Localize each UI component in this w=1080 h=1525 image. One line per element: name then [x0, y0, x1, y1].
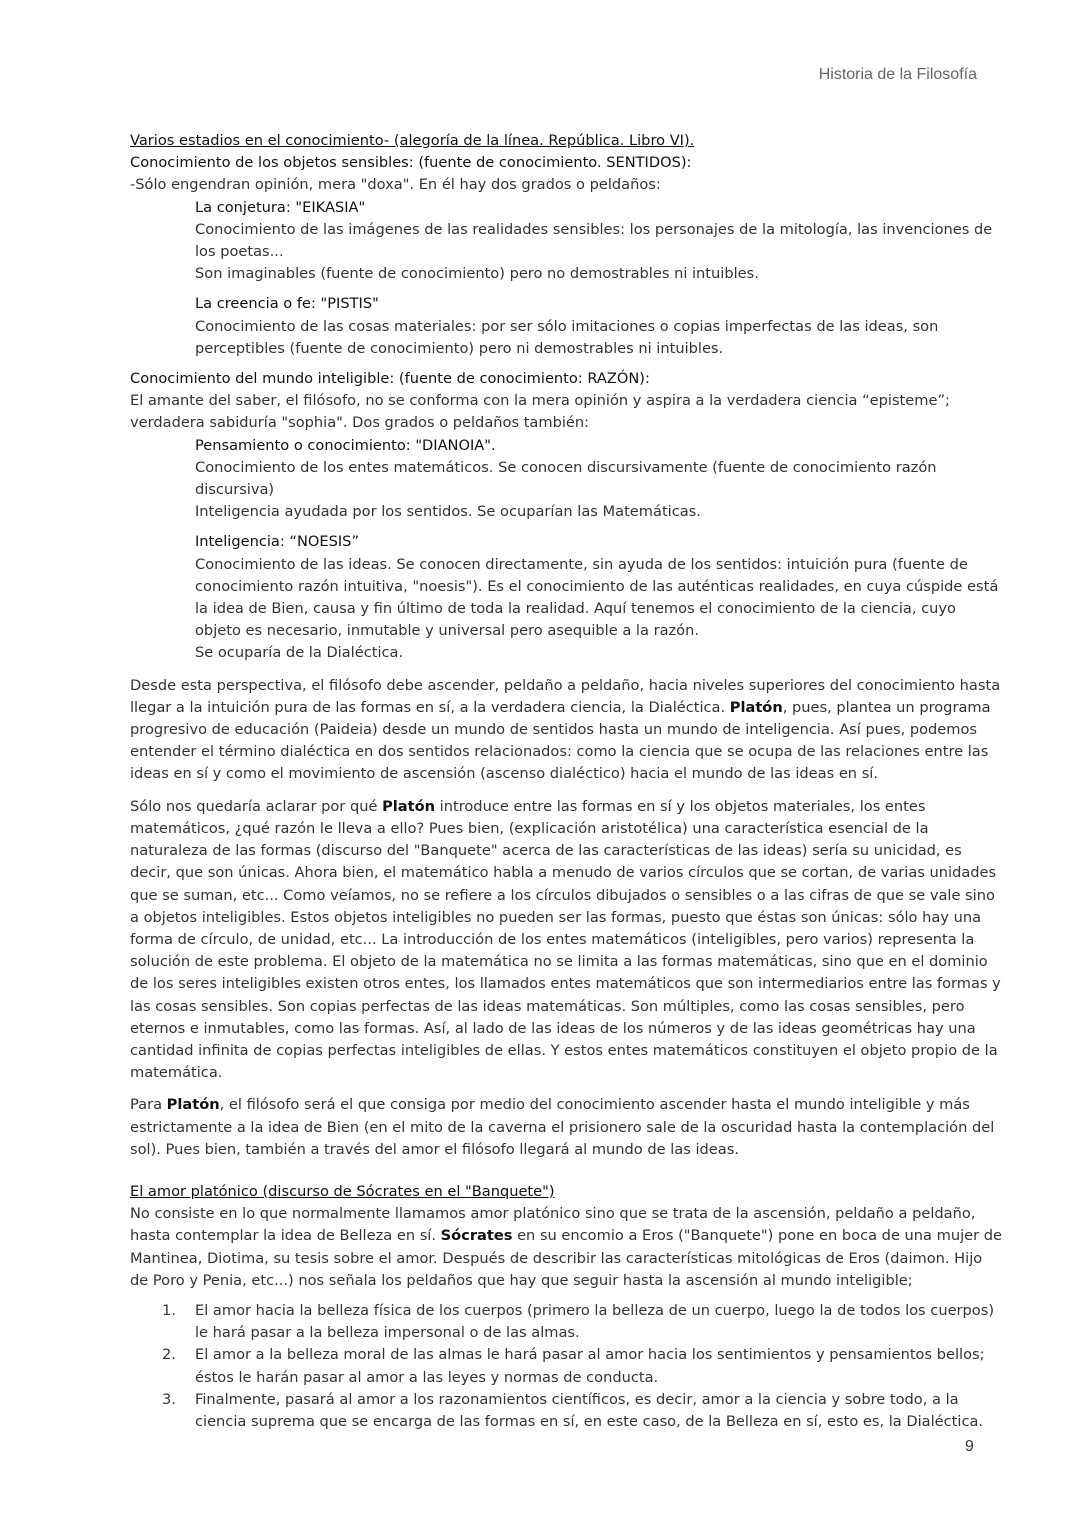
eikasia-text-2: Son imaginables (fuente de conocimiento) pero no demostrables ni intuibles.	[195, 265, 759, 283]
sensible-knowledge-heading: Conocimiento de los objetos sensibles: (fuente de conocimiento. SENTIDOS):	[130, 154, 692, 172]
paragraph-dialectic-ascent: Desde esta perspectiva, el filósofo debe ascender, peldaño a peldaño, hacia niveles superiores del conocimiento hasta llegar a la intuición pura de las formas en sí, a la verdadera ciencia, la Dialéctica. Platón, pues, plantea un programa progresivo de educación (Paideia) desde un mundo de sentidos hasta un mundo de inteligencia. Así pues, podemos entender el término dialéctica en dos sentidos relacionados: como la ciencia que se ocupa de las relaciones entre las ideas en sí y como el movimiento de ascensión (ascenso dialéctico) hacia el mundo de las ideas en sí.	[130, 676, 1001, 783]
love-steps-list	[130, 1300, 1005, 1433]
platonic-love-intro: No consiste en lo que normalmente llamamos amor platónico sino que se trata de la ascensión, peldaño a peldaño, hasta contemplar la idea de Belleza en sí. Sócrates en su encomio a Eros ("Banquete") pone en boca de una mujer de Mantinea, Diotima, su tesis sobre el amor. Después de describir las características mitológicas de Eros (daimon. Hijo de Poro y Penia, etc...) nos señala los peldaños que hay que seguir hasta la ascensión al mundo inteligible;	[130, 1205, 1003, 1289]
list-item: 2. El amor a la belleza moral de las almas le hará pasar al amor hacia los sentimientos y pensamientos bellos; éstos le harán pasar al amor a las leyes y normas de conducta.	[162, 1346, 985, 1386]
pistis-title: La creencia o fe: "PISTIS"	[195, 295, 379, 313]
dianoia-text-2: Inteligencia ayudada por los sentidos. Se ocuparían las Matemáticas.	[195, 503, 701, 521]
sensible-intro: -Sólo engendran opinión, mera "doxa". En él hay dos grados o peldaños:	[130, 176, 661, 194]
list-item: 1. El amor hacia la belleza física de los cuerpos (primero la belleza de un cuerpo, luego la de todos los cuerpos) le hará pasar a la belleza impersonal o de las almas.	[162, 1301, 995, 1342]
intelligible-knowledge-heading: Conocimiento del mundo inteligible: (fuente de conocimiento: RAZÓN):	[130, 370, 650, 388]
dianoia-text: Conocimiento de los entes matemáticos. Se conocen discursivamente (fuente de conocimiento razón discursiva)	[195, 458, 937, 499]
dianoia-title: Pensamiento o conocimiento: "DIANOIA".	[195, 436, 496, 454]
noesis-title: Inteligencia: “NOESIS”	[195, 533, 360, 551]
paragraph-mathematical-entities: Sólo nos quedaría aclarar por qué Platón introduce entre las formas en sí y los objetos materiales, los entes matemáticos, ¿qué razón le lleva a ello? Pues bien, (explicación aristotélica) una característica esencial de la naturaleza de las formas (discurso del "Banquete" acerca de las características de las ideas) sería su unicidad, es decir, que son únicas. Ahora bien, el matemático habla a menudo de varios círculos que se cortan, de varias unidades que se suman, etc... Como veíamos, no se refiere a los círculos dibujados o sensibles o a las cifras de que se vale sino a objetos inteligibles. Estos objetos inteligibles no pueden ser las formas, puesto que éstas son únicas: sólo hay una forma de círculo, de unidad, etc... La introducción de los entes matemáticos (inteligibles, pero varios) representa la solución de este problema. El objeto de la matemática no se limita a las formas matemáticas, sino que en el dominio de los seres inteligibles existen otros entes, los llamados entes matemáticos que son intermediarios entre las formas y las cosas sensibles. Son copias perfectas de las ideas matemáticas. Son múltiples, como las cosas sensibles, pero eternos e inmutables, como las formas. Así, al lado de las ideas de los números y de las ideas geométricas hay una cantidad infinita de copias perfectas inteligibles de ellas. Y estos entes matemáticos constituyen el objeto propio de la matemática.	[130, 797, 1001, 1082]
paragraph-philosopher-good: Para Platón, el filósofo será el que consiga por medio del conocimiento ascender hasta el mundo inteligible y más estrictamente a la idea de Bien (en el mito de la caverna el prisionero sale de la oscuridad hasta la contemplación del sol). Pues bien, también a través del amor el filósofo llegará al mundo de las ideas.	[130, 1096, 995, 1158]
intelligible-intro: El amante del saber, el filósofo, no se conforma con la mera opinión y aspira a la verdadera ciencia “episteme”; verdadera sabiduría "sophia". Dos grados o peldaños también:	[130, 392, 950, 432]
page-header-title: Historia de la Filosofía	[818, 66, 977, 83]
list-item: 3. Finalmente, pasará al amor a los razonamientos científicos, es decir, amor a la ciencia y sobre todo, a la ciencia suprema que se encarga de las formas en sí, en este caso, de la Belleza en sí, esto es, la Dialéctica.	[162, 1390, 984, 1430]
section-title-line-allegory: Varios estadios en el conocimiento- (alegoría de la línea. República. Libro VI).	[130, 132, 695, 149]
section-title-platonic-love: El amor platónico (discurso de Sócrates en el "Banquete")	[130, 1182, 555, 1200]
eikasia-text: Conocimiento de las imágenes de las realidades sensibles: los personajes de la mitología, las invenciones de los poetas...	[195, 220, 993, 261]
eikasia-title: La conjetura: "EIKASIA"	[195, 198, 366, 216]
page-number: 9	[965, 1438, 974, 1455]
noesis-text: Conocimiento de las ideas. Se conocen directamente, sin ayuda de los sentidos: intuición pura (fuente de conocimiento razón intuitiva, "noesis"). Es el conocimiento de las auténticas realidades, en cuya cúspide está la idea de Bien, causa y fin último de toda la realidad. Aquí tenemos el conocimiento de la ciencia, cuyo objeto es necesario, inmutable y universal pero asequible a la razón.	[195, 555, 999, 640]
pistis-text: Conocimiento de las cosas materiales: por ser sólo imitaciones o copias imperfectas de las ideas, son perceptibles (fuente de conocimiento) pero ni demostrables ni intuibles.	[195, 317, 939, 357]
page-content	[130, 130, 1005, 1433]
noesis-text-2: Se ocuparía de la Dialéctica.	[195, 644, 404, 662]
